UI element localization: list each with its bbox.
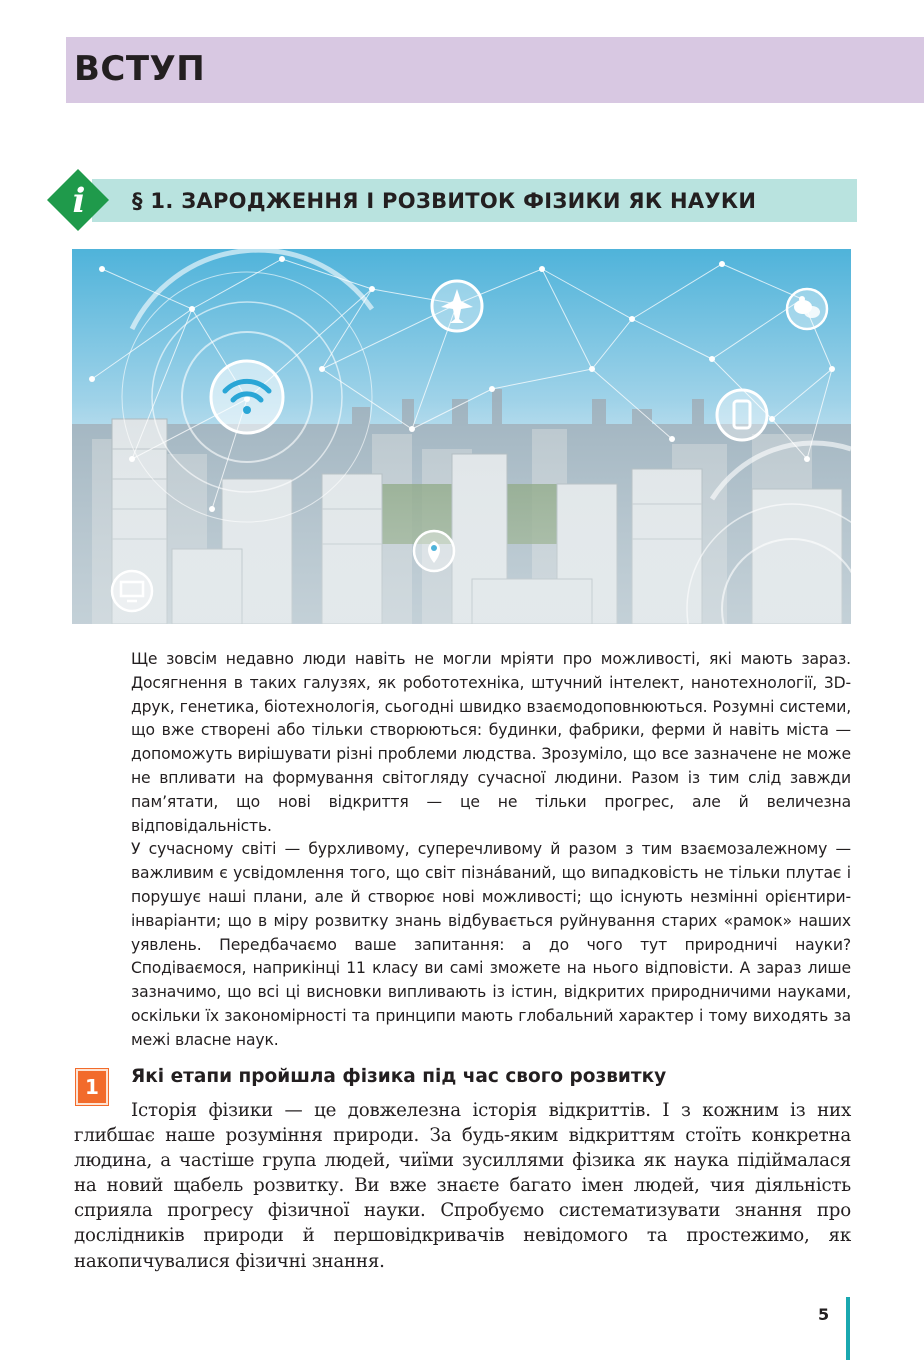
chat-icon	[787, 289, 827, 329]
question-body-text: Історія фізики — це довжелезна історія відкриттів. І з кожним із них глибшає наше розуміння природи. За будь-яким відкриттям стоїть конкретна людина, а частіше група людей, чиїми зусиллями фізика як наука підіймалася на новий щабель розвитку. Ви вже знаєте багато імен людей, чия діяльність сприяла прогресу фізичної науки. Спробуємо систематизувати знання про дослідників природи й першовідкривачів невідомого та простежимо, як накопичувалися фізичні знання.	[74, 1100, 851, 1272]
info-icon	[46, 168, 110, 232]
chapter-header	[66, 37, 924, 103]
section-title: § 1. ЗАРОДЖЕННЯ І РОЗВИТОК ФІЗИКИ ЯК НАУКИ	[132, 189, 757, 213]
phone-icon	[717, 390, 767, 440]
intro-text	[131, 648, 851, 1053]
airplane-icon	[432, 281, 482, 331]
question-number-badge: 1	[76, 1069, 108, 1105]
page-edge-rule	[846, 1297, 850, 1360]
section-header	[92, 179, 857, 222]
page-number: 5	[818, 1305, 830, 1324]
monitor-icon	[112, 571, 152, 611]
smart-city-photo	[72, 249, 851, 624]
intro-paragraph: Ще зовсім недавно люди навіть не могли мріяти про можливості, які мають зараз. Досягнення в таких галузях, як робототехніка, штучний інтелект, нанотехнології, 3D-друк, генетика, біотехнологія, сьогодні швидко взаємодоповнюються. Розумні системи, що вже створені або тільки створюються: будинки, фабрики, ферми й навіть міста — допоможуть вирішувати різні проблеми людства. Зрозуміло, що все зазначене не може не впливати на формування світогляду сучасної людини. Разом із тим слід завжди пам’ятати, що нові відкриття — це не тільки прогрес, але й величезна відповідальність.	[131, 650, 851, 835]
question-heading: Які етапи пройшла фізика під час свого розвитку	[131, 1066, 667, 1087]
wifi-icon	[211, 361, 283, 433]
intro-paragraph: У сучасному світі — бурхливому, суперечливому й разом з тим взаємозалежному — важливим є усвідомлення того, що світ пізна́ваний, що випадковість не тільки плутає і порушує наші плани, але й створює нові можливості; що існують незмінні орієнтири-інваріанти; що в міру розвитку знань відбувається руйнування старих «рамок» наших уявлень. Передбачаємо ваше запитання: а до чого тут природничі науки? Сподіваємося, наприкінці 11 класу ви самі зможете на нього відповісти. А зараз лише зазначимо, що всі ці висновки випливають із істин, відкритих природничими науками, оскільки їх закономірності та принципи мають глобальний характер і тому виходять за межі власне наук.	[131, 840, 851, 1049]
smart-city-illustration	[72, 249, 851, 624]
location-icon	[414, 531, 454, 571]
info-letter: i	[72, 181, 86, 221]
chapter-title: ВСТУП	[74, 49, 206, 89]
